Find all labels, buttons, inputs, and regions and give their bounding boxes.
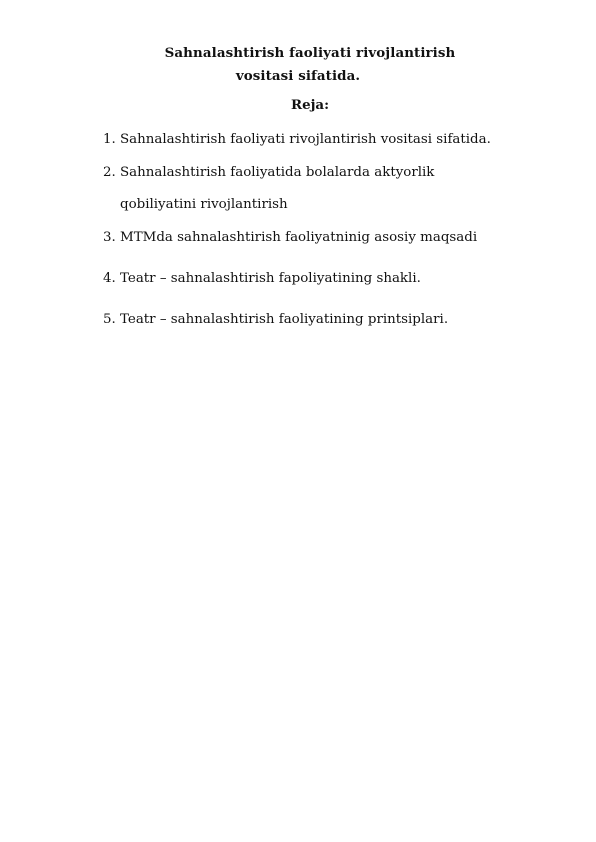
list-item-text: Sahnalashtirish faoliyati rivojlantirish vositasi sifatida. <box>120 132 491 147</box>
list-item-number: 1. <box>103 132 116 147</box>
list-item-number: 5. <box>103 312 116 327</box>
list-item-number: 2. <box>103 165 116 180</box>
list-item-text: Teatr – sahnalashtirish fapoliyatining shakli. <box>120 271 421 286</box>
list-item-continuation: qobiliyatini rivojlantirish <box>120 197 288 212</box>
plan-heading: Reja: <box>290 97 330 113</box>
list-item <box>103 312 448 327</box>
list-item-text: Teatr – sahnalashtirish faoliyatining printsiplari. <box>120 312 449 327</box>
document-title-line-1: Sahnalashtirish faoliyati rivojlantirish <box>164 45 456 61</box>
document-title-line-2: vositasi sifatida. <box>235 68 361 84</box>
list-item <box>103 271 421 286</box>
list-item-number: 4. <box>103 271 116 286</box>
list-item <box>103 165 434 180</box>
list-item <box>103 132 491 147</box>
list-item <box>103 230 477 245</box>
list-item-number: 3. <box>103 230 116 245</box>
list-item-text: Sahnalashtirish faoliyatida bolalarda aktyorlik <box>120 165 435 180</box>
list-item-text: MTMda sahnalashtirish faoliyatninig asosiy maqsadi <box>120 230 478 245</box>
